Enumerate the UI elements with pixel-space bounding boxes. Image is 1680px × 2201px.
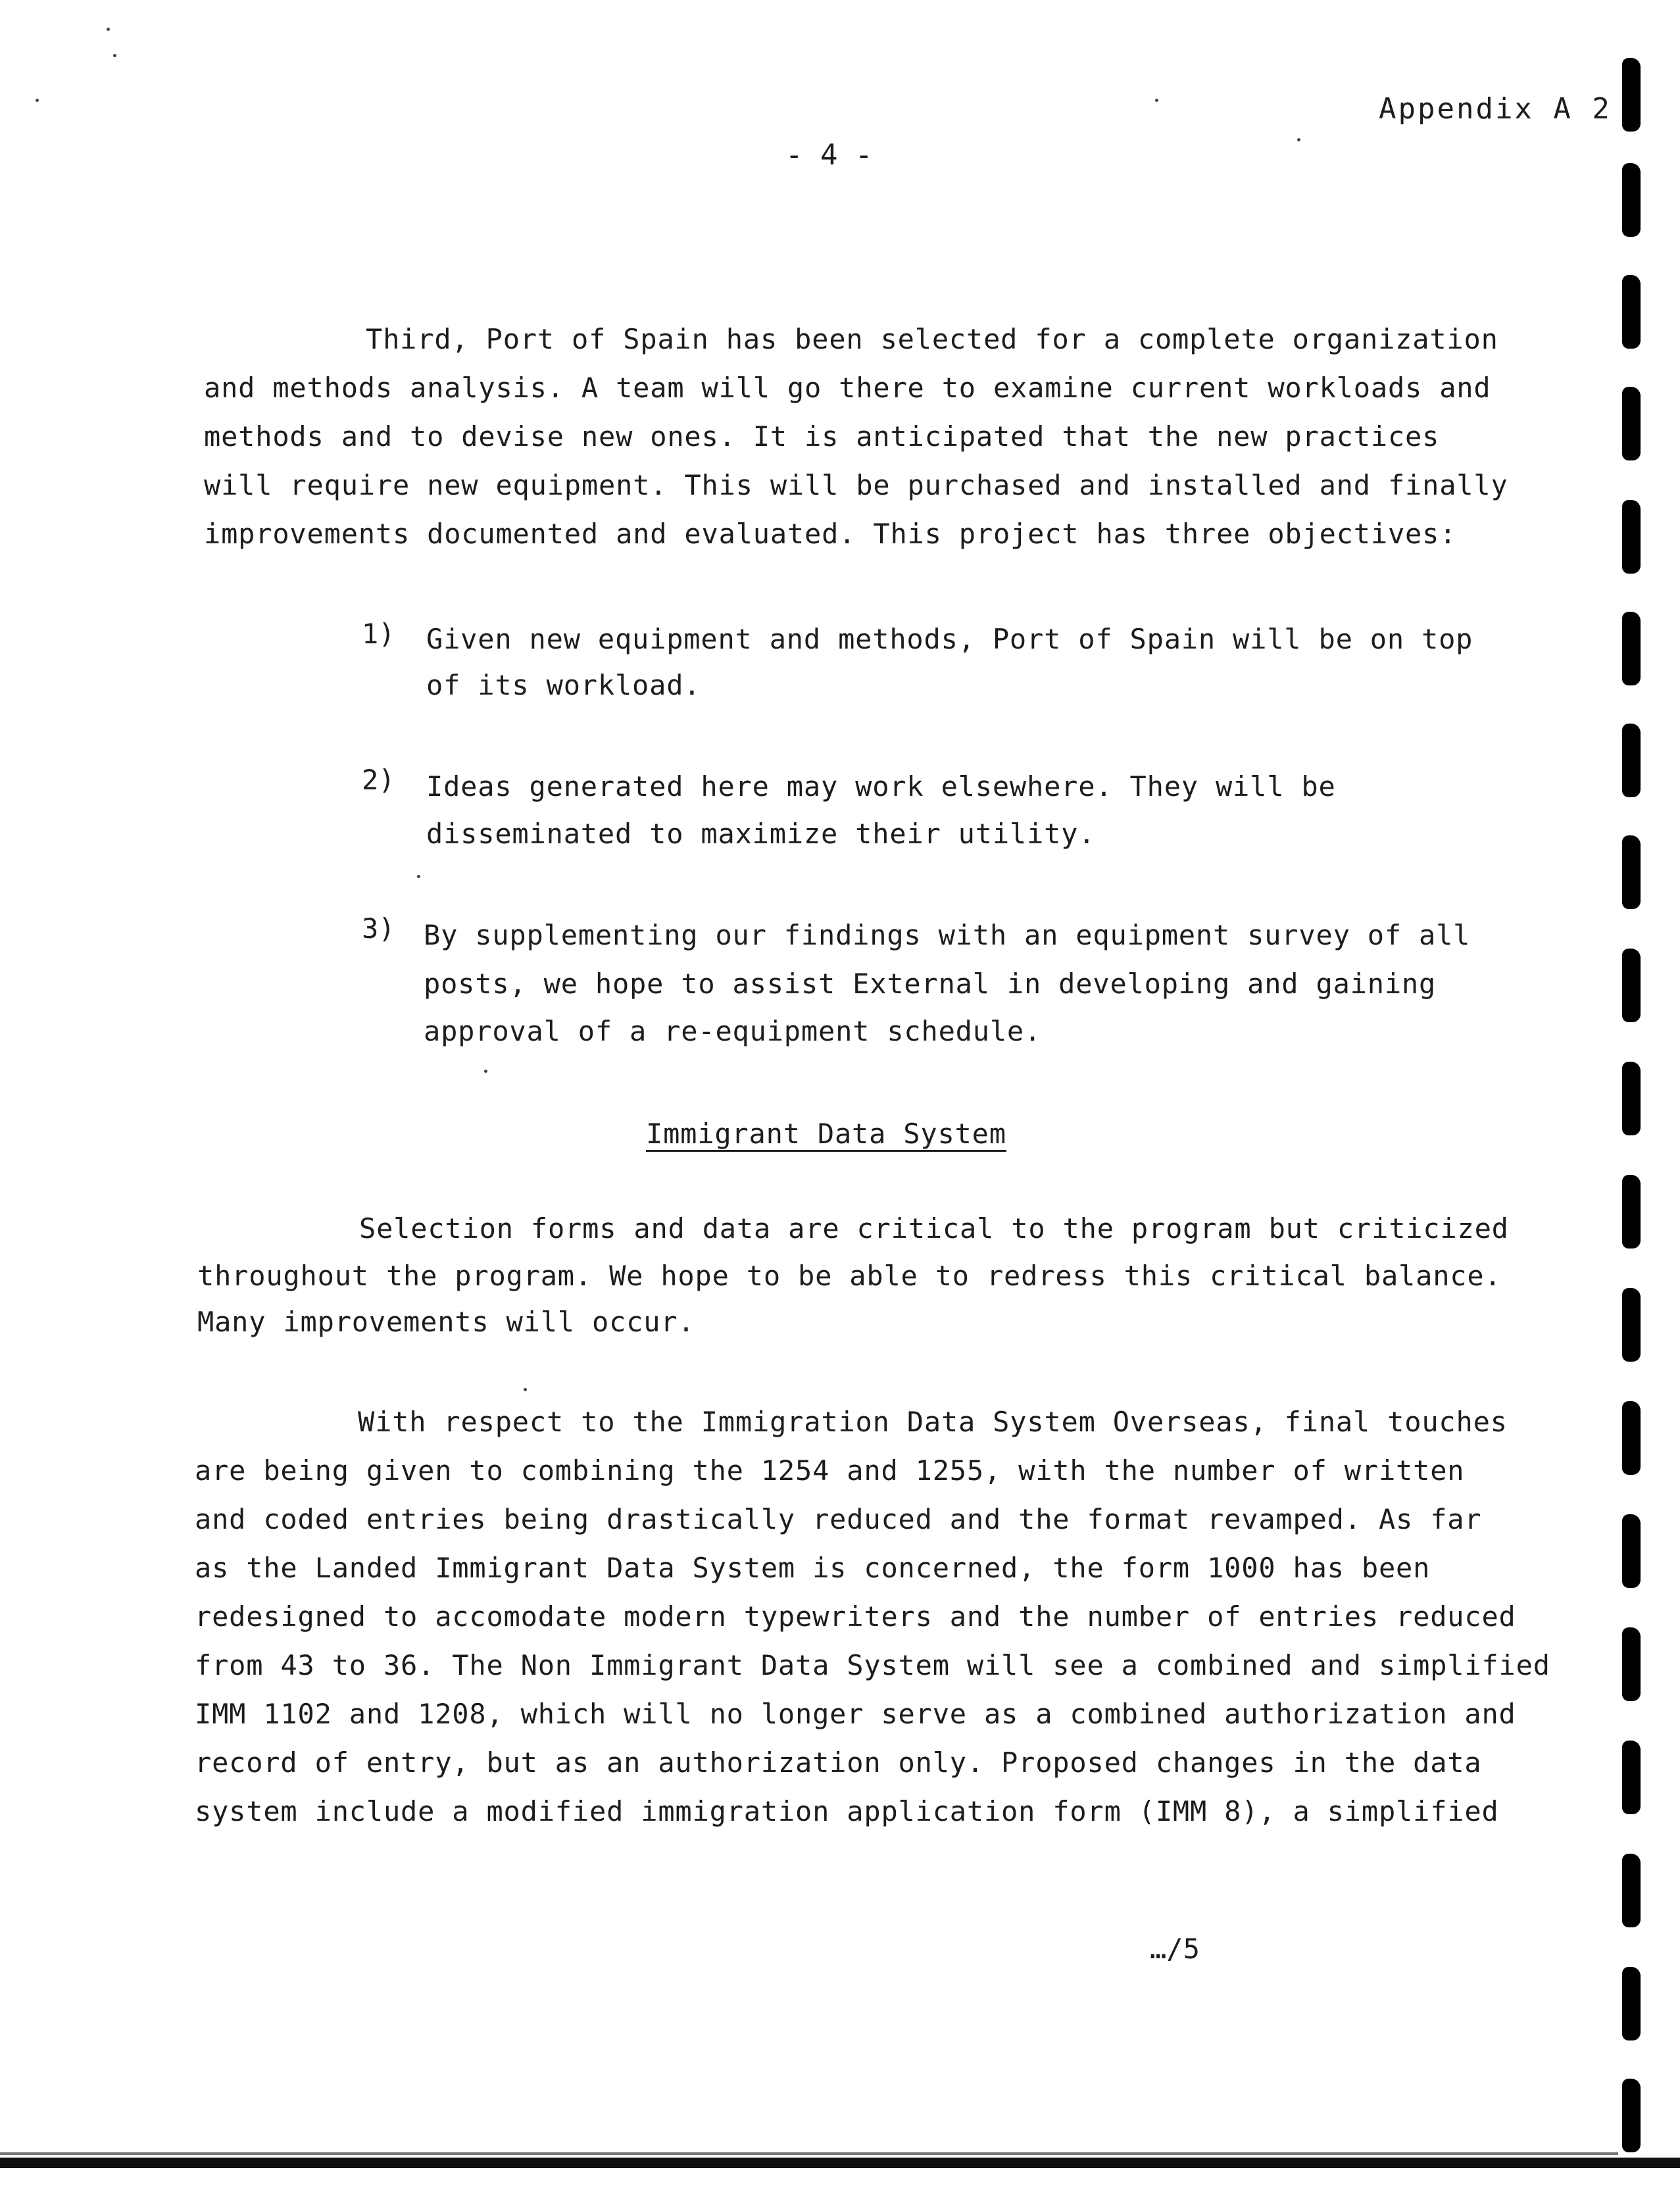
paragraph-line: throughout the program. We hope to be able to redress this critical balance. <box>197 1260 1502 1292</box>
binding-hole-mark <box>1622 1514 1641 1588</box>
binding-hole-mark <box>1622 2079 1641 2152</box>
scan-edge-bar <box>0 2158 1680 2168</box>
binding-hole-mark <box>1622 387 1641 460</box>
binding-hole-mark <box>1622 1741 1641 1814</box>
binding-hole-mark <box>1622 58 1641 132</box>
paragraph-line: and methods analysis. A team will go there to examine current workloads and <box>204 372 1491 404</box>
list-item-number: 2) <box>362 764 395 796</box>
paragraph-line: from 43 to 36. The Non Immigrant Data System will see a combined and simplified <box>195 1649 1550 1681</box>
list-item-line: Given new equipment and methods, Port of Spain will be on top <box>426 623 1473 655</box>
paragraph-line: system include a modified immigration application form (IMM 8), a simplified <box>195 1795 1499 1827</box>
page-number: - 4 - <box>785 138 873 172</box>
paragraph-line: and coded entries being drastically reduced and the format revamped. As far <box>195 1503 1482 1535</box>
list-item-line: disseminated to maximize their utility. <box>426 818 1096 850</box>
binding-hole-mark <box>1622 1175 1641 1249</box>
list-item-line: approval of a re-equipment schedule. <box>424 1015 1042 1047</box>
scan-speck <box>417 875 420 878</box>
binding-hole-mark <box>1622 163 1641 237</box>
binding-hole-mark <box>1622 1967 1641 2040</box>
scan-speck <box>1297 138 1300 141</box>
list-item-number: 3) <box>362 912 395 945</box>
list-item-line: posts, we hope to assist External in developing and gaining <box>424 968 1437 1000</box>
binding-hole-mark <box>1622 724 1641 797</box>
appendix-label: Appendix A 2 <box>1379 92 1612 126</box>
scan-speck <box>524 1388 527 1391</box>
list-item-line: of its workload. <box>426 669 701 701</box>
binding-hole-mark <box>1622 1288 1641 1362</box>
paragraph-line: will require new equipment. This will be purchased and installed and finally <box>204 469 1508 501</box>
scan-speck <box>1155 99 1158 102</box>
paragraph-line: improvements documented and evaluated. This project has three objectives: <box>204 518 1457 550</box>
paragraph-line: record of entry, but as an authorization only. Proposed changes in the data <box>195 1746 1482 1779</box>
binding-hole-mark <box>1622 612 1641 685</box>
scan-edge-line <box>0 2152 1618 2155</box>
binding-hole-mark <box>1622 1627 1641 1701</box>
continued-marker: …/5 <box>1150 1933 1200 1965</box>
section-heading: Immigrant Data System <box>646 1118 1006 1150</box>
paragraph-line: Many improvements will occur. <box>197 1306 695 1338</box>
binding-hole-mark <box>1622 1854 1641 1927</box>
scan-speck <box>107 28 110 31</box>
binding-hole-mark <box>1622 1401 1641 1475</box>
binding-hole-mark <box>1622 500 1641 574</box>
binding-hole-mark <box>1622 949 1641 1022</box>
paragraph-line: are being given to combining the 1254 and 1255, with the number of written <box>195 1454 1465 1487</box>
paragraph-line: as the Landed Immigrant Data System is concerned, the form 1000 has been <box>195 1552 1431 1584</box>
scan-speck <box>484 1070 487 1073</box>
list-item-line: Ideas generated here may work elsewhere. They will be <box>426 770 1336 803</box>
scan-speck <box>113 54 116 57</box>
binding-hole-mark <box>1622 275 1641 349</box>
scan-speck <box>36 99 39 102</box>
binding-hole-mark <box>1622 835 1641 909</box>
binding-hole-mark <box>1622 1062 1641 1135</box>
paragraph-line: Selection forms and data are critical to the program but criticized <box>359 1212 1509 1245</box>
paragraph-line: Third, Port of Spain has been selected for a complete organization <box>366 323 1498 355</box>
paragraph-line: redesigned to accomodate modern typewriters and the number of entries reduced <box>195 1600 1516 1633</box>
paragraph-line: IMM 1102 and 1208, which will no longer serve as a combined authorization and <box>195 1698 1516 1730</box>
paragraph-line: With respect to the Immigration Data System Overseas, final touches <box>358 1406 1508 1438</box>
paragraph-line: methods and to devise new ones. It is anticipated that the new practices <box>204 420 1440 453</box>
list-item-number: 1) <box>362 618 395 650</box>
list-item-line: By supplementing our findings with an equipment survey of all <box>424 919 1471 951</box>
